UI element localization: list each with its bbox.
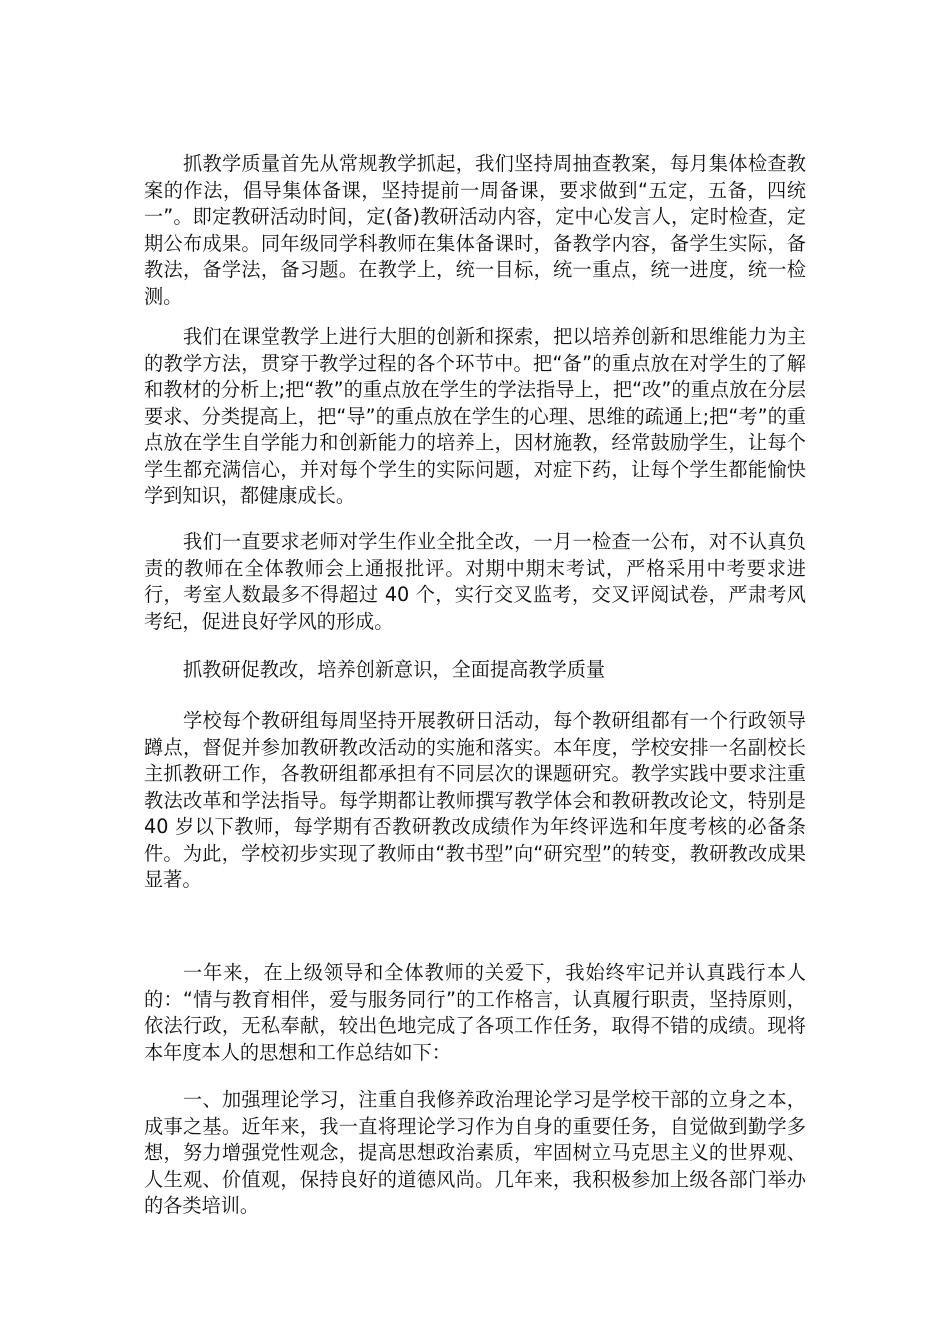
section-heading-research: 抓教研促教改，培养创新意识，全面提高教学质量 — [183, 658, 606, 681]
paragraph-research-groups: 学校每个教研组每周坚持开展教研日活动，每个教研组都有一个行政领导蹲点，督促并参加教研教改活动的实施和落实。本年度，学校安排一名副校长主抓教研工作，各教研组都承担有不同层次的课题研究。教学实践中要求注重教法改革和学法指导。每学期都让教师撰写教学体会和教研教改论文，特别是 40 岁以下教师，每学期有否教研教改成绩作为年终评选和年度考核的必备条件。为此，学校初步实现了教师由“教书型”向“研究型”的转变，教研教改成果显著。 — [144, 709, 806, 891]
paragraph-annual-summary-intro: 一年来，在上级领导和全体教师的关爱下，我始终牢记并认真践行本人的：“情与教育相伴，爱与服务同行”的工作格言，认真履行职责，坚持原则，依法行政，无私奉献，较出色地完成了各项工作任务，取得不错的成绩。现将本年度本人的思想和工作总结如下： — [144, 961, 806, 1064]
paragraph-homework-exams: 我们一直要求老师对学生作业全批全改，一月一检查一公布，对不认真负责的教师在全体教师会上通报批评。对期中期末考试，严格采用中考要求进行，考室人数最多不得超过 40 个，实行交叉监考，交叉评阅试卷，严肃考风考纪，促进良好学风的形成。 — [144, 530, 806, 633]
paragraph-theory-study: 一、加强理论学习，注重自我修养政治理论学习是学校干部的立身之本，成事之基。近年来，我一直将理论学习作为自身的重要任务，自觉做到勤学多想，努力增强党性观念，提高思想政治素质，牢固树立马克思主义的世界观、人生观、价值观，保持良好的道德风尚。几年来，我积极参加上级各部门举办的各类培训。 — [144, 1088, 806, 1217]
paragraph-teaching-routine: 抓教学质量首先从常规教学抓起，我们坚持周抽查教案，每月集体检查教案的作法，倡导集体备课，坚持提前一周备课，要求做到“五定，五备，四统一”。即定教研活动时间，定(备)教研活动内容，定中心发言人，定时检查，定期公布成果。同年级同学科教师在集体备课时，备教学内容，备学生实际，备教法，备学法，备习题。在教学上，统一目标，统一重点，统一进度，统一检测。 — [144, 152, 806, 308]
paragraph-classroom-innovation: 我们在课堂教学上进行大胆的创新和探索，把以培养创新和思维能力为主的教学方法，贯穿于教学过程的各个环节中。把“备”的重点放在对学生的了解和教材的分析上;把“教”的重点放在学生的学法指导上，把“改”的重点放在分层要求、分类提高上，把“导”的重点放在学生的心理、思维的疏通上;把“考”的重点放在学生自学能力和创新能力的培养上，因材施教，经常鼓励学生，让每个学生都充满信心，并对每个学生的实际问题，对症下药，让每个学生都能愉快学到知识，都健康成长。 — [144, 325, 806, 507]
